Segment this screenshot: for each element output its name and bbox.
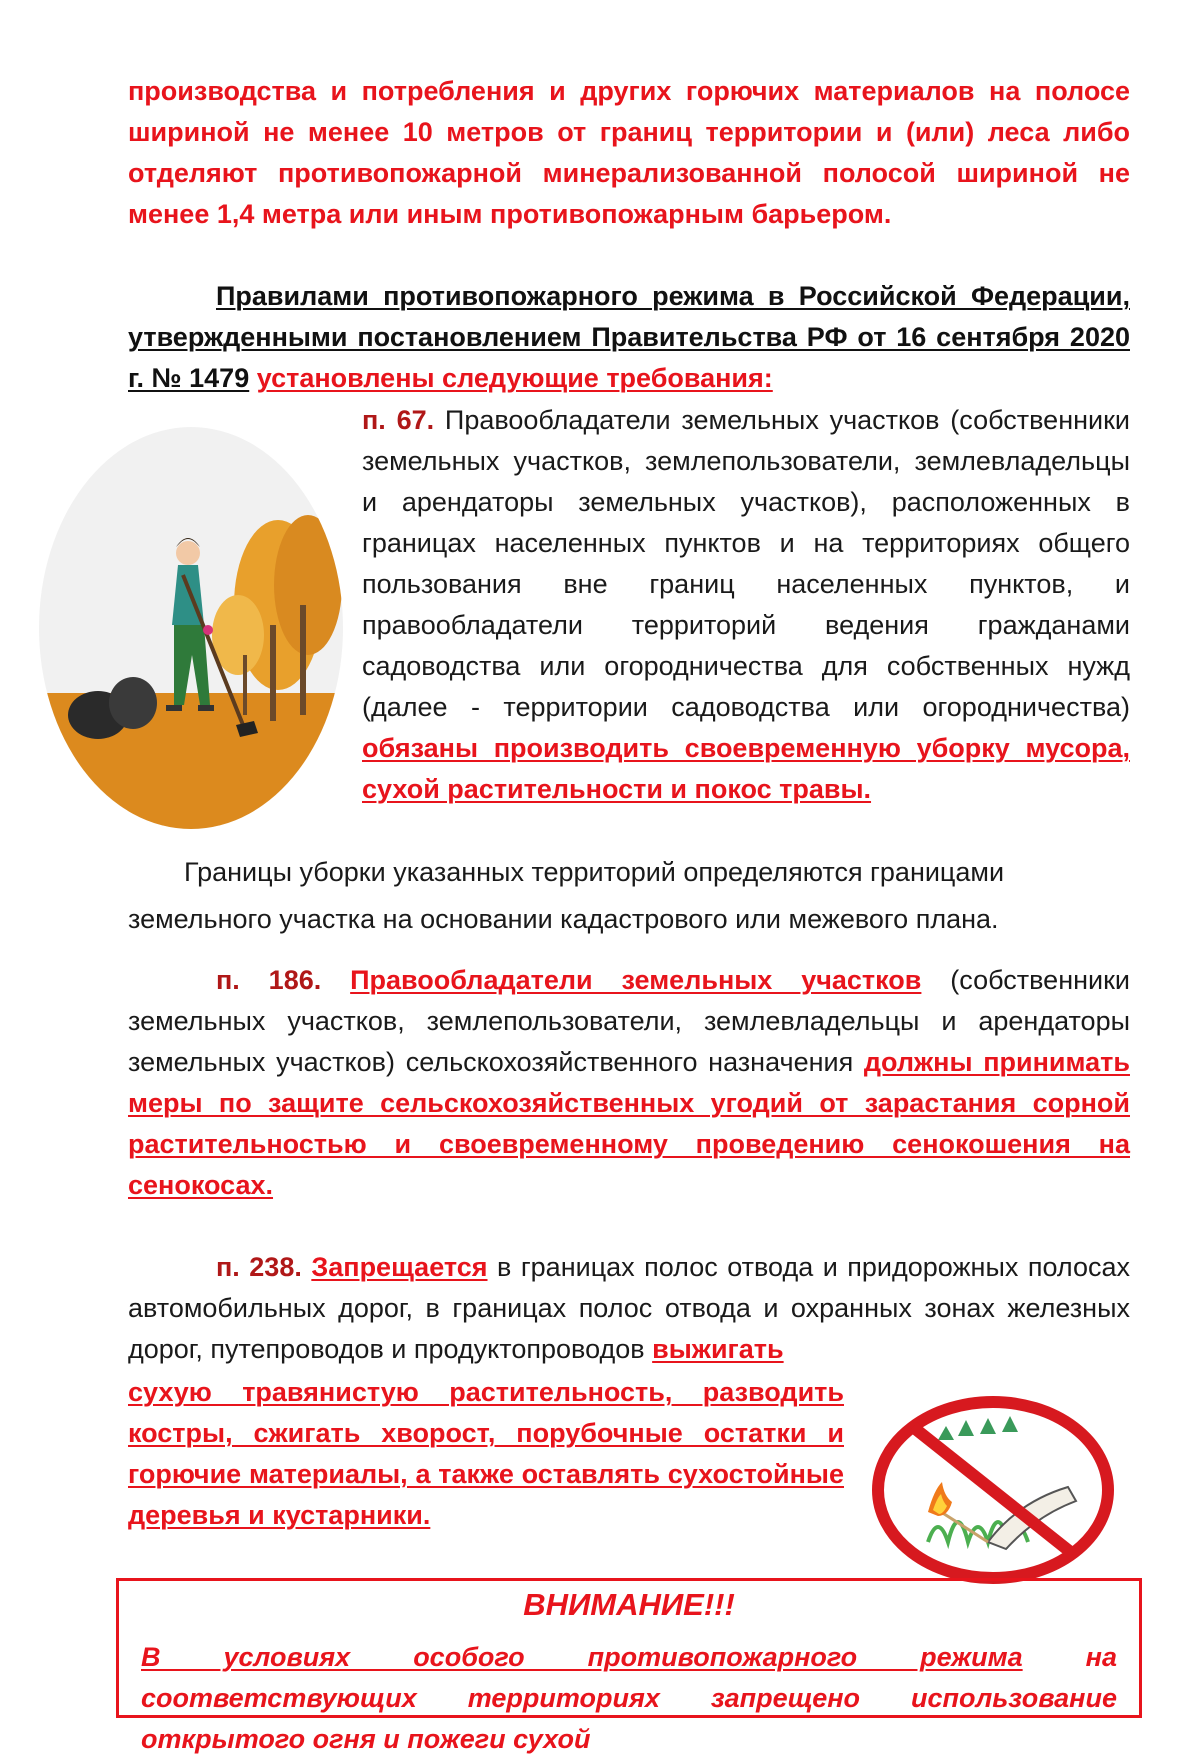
cleaner-illustration <box>38 425 344 831</box>
rules-source: Правилами противопожарного режима в Российской Федерации, утвержденными постановлением Правительства РФ от 16 сентября 2020 г. № 1479 <box>128 281 1130 393</box>
p238-action-start: выжигать <box>652 1334 784 1364</box>
p67-number: п. 67. <box>362 405 435 435</box>
attention-text <box>141 1637 1117 1760</box>
p238-action-rest: сухую травянистую растительность, разводить костры, сжигать хворост, порубочные остатки и горючие материалы, а также оставлять сухостойные деревья и кустарники. <box>128 1377 844 1530</box>
p238-number: п. 238. <box>216 1252 302 1282</box>
p67-body: Правообладатели земельных участков (собственники земельных участков, землепользователи, землевладельцы и арендаторы земельных участков), расположенных в границах населенных пунктов и на территориях общего пользования вне границ населенных пунктов, и правообладатели территорий ведения гражданами садоводства или огородничества для собственных нужд (далее - территории садоводства или огородничества) <box>362 405 1130 722</box>
attention-lead: В условиях особого противопожарного режима <box>141 1642 1023 1672</box>
attention-title: ВНИМАНИЕ!!! <box>523 1587 735 1622</box>
paragraph-186 <box>128 960 1130 1206</box>
p238-body: в границах полос отвода и придорожных полосах автомобильных дорог, в границах полос отвода и охранных зонах железных дорог, путепроводов и продуктопроводов <box>128 1252 1130 1364</box>
p186-obligation: должны принимать меры по защите сельскохозяйственных угодий от зарастания сорной растительностью и своевременному проведению сенокошения на сенокосах. <box>128 1047 1130 1200</box>
borders-paragraph <box>128 852 1130 940</box>
attention-rest: на соответствующих территориях запрещено использование открытого огня и пожеги сухой <box>141 1642 1117 1754</box>
rules-header <box>128 276 1130 399</box>
p186-subject: Правообладатели земельных участков <box>350 965 922 995</box>
attention-box <box>116 1578 1142 1754</box>
no-fire-sign <box>868 1392 1118 1588</box>
p238-prohibited: Запрещается <box>311 1252 488 1282</box>
intro-paragraph: производства и потребления и других горючих материалов на полосе шириной не менее 10 метров от границ территории и (или) леса либо отделяют противопожарной минерализованной полосой шириной не менее 1,4 метра или иным противопожарным барьером. <box>128 76 1130 229</box>
borders-line-1: Границы уборки указанных территорий определяются границами <box>184 857 1005 887</box>
rules-established: установлены следующие требования: <box>256 363 773 393</box>
paragraph-67 <box>362 400 1130 810</box>
p186-number: п. 186. <box>216 965 322 995</box>
borders-line-2: земельного участка на основании кадастрового или межевого плана. <box>128 904 999 934</box>
p67-obligation: обязаны производить своевременную уборку мусора, сухой растительности и покос травы. <box>362 733 1130 804</box>
paragraph-238 <box>128 1247 1130 1370</box>
p186-body: (собственники земельных участков, землепользователи, землевладельцы и арендаторы земельных участков) сельскохозяйственного назначения <box>128 965 1130 1077</box>
